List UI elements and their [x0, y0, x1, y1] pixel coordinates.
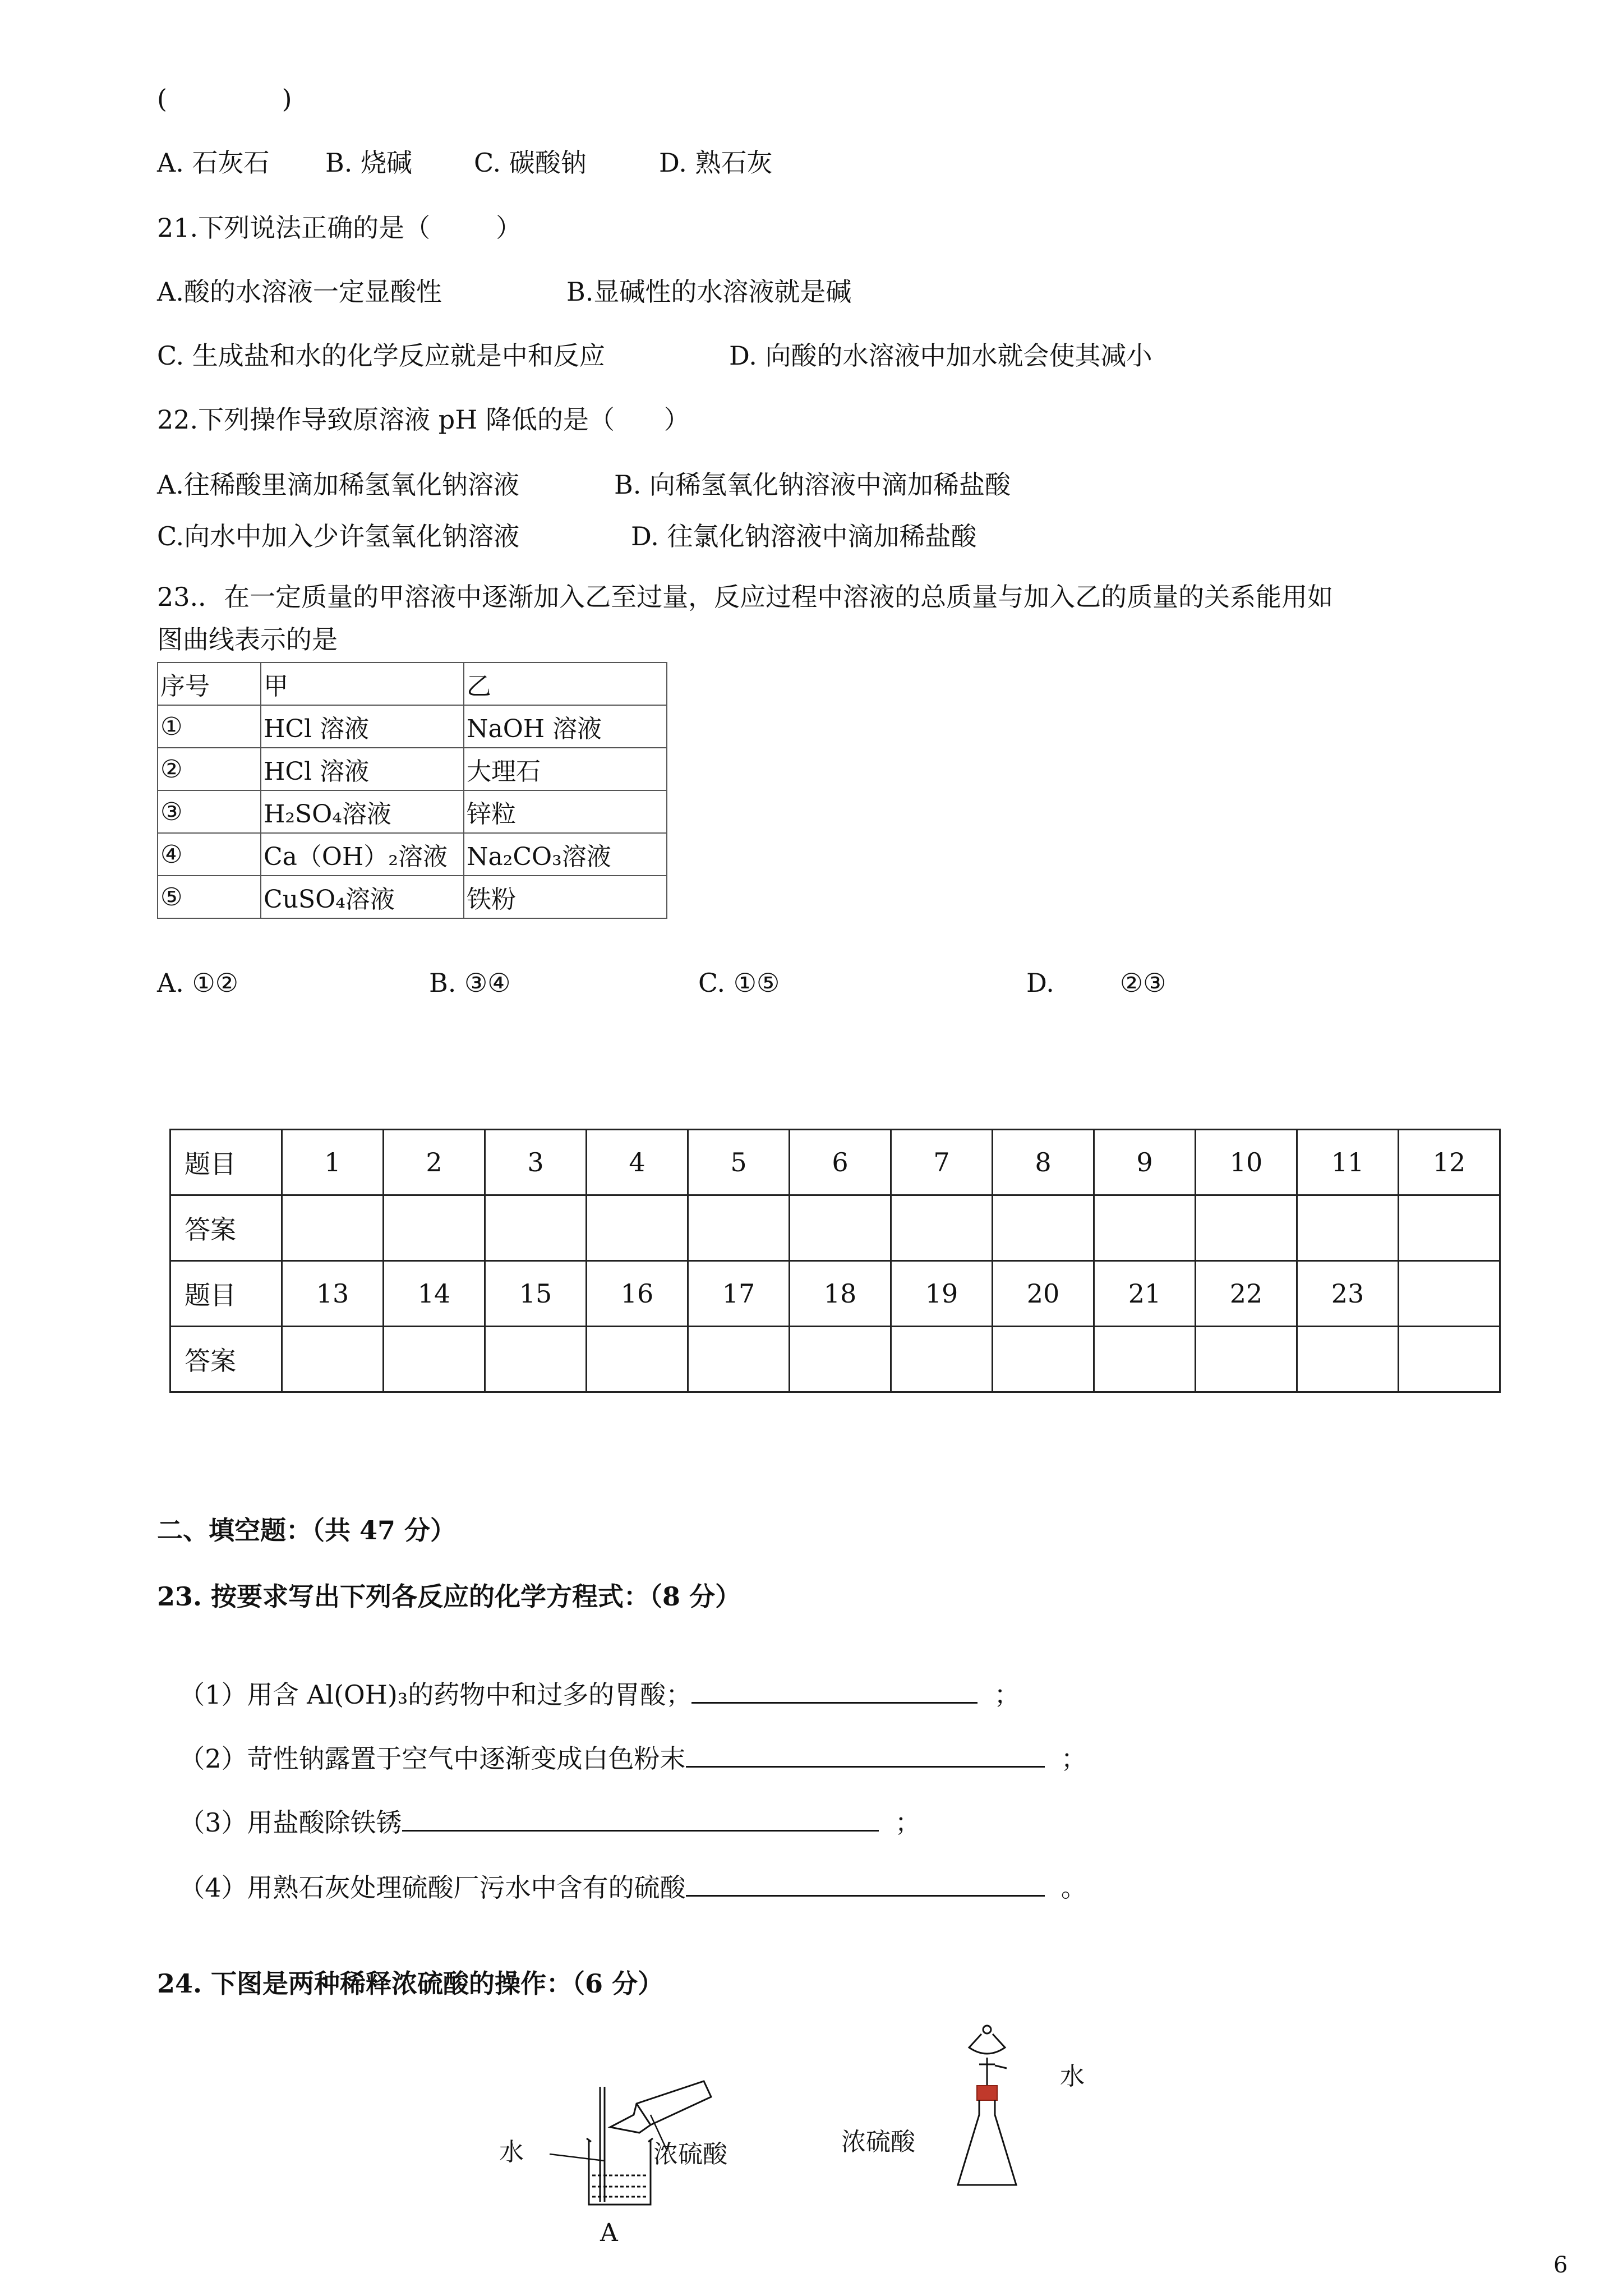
- table-cell: 8: [993, 1130, 1094, 1195]
- table-cell: 21: [1094, 1261, 1196, 1327]
- table-cell: HCl 溶液: [261, 705, 464, 748]
- q22-option-b: B. 向稀氢氧化钠溶液中滴加稀盐酸: [614, 470, 1011, 500]
- table-cell: 17: [688, 1261, 790, 1327]
- q23-item-2-end: ；: [1061, 1743, 1087, 1774]
- q21-stem: 21.下列说法正确的是（ ）: [157, 213, 522, 243]
- answer-blank[interactable]: [402, 1805, 879, 1832]
- q24-stem: 24. 下图是两种稀释浓硫酸的操作：（6 分）: [157, 1968, 664, 1999]
- table-header-cell: 乙: [464, 662, 667, 705]
- answer-cell[interactable]: [1196, 1327, 1297, 1392]
- q21-option-a: A.酸的水溶液一定显酸性: [157, 277, 442, 307]
- q23-item-4-end: 。: [1061, 1872, 1087, 1903]
- figure-a-water-label: 水: [499, 2138, 524, 2166]
- q21-option-c: C. 生成盐和水的化学反应就是中和反应: [157, 341, 605, 371]
- table-row: [170, 1130, 1500, 1195]
- figure-b-acid-label: 浓硫酸: [841, 2128, 915, 2156]
- table-cell-label: 题目: [170, 1261, 282, 1327]
- table-cell: [1399, 1261, 1500, 1327]
- table-cell: ⑤: [158, 876, 261, 918]
- answer-blank[interactable]: [686, 1741, 1045, 1768]
- q23-stem-line2: 图曲线表示的是: [157, 624, 338, 655]
- table-row: [158, 876, 667, 918]
- q23-option-d: D. ②③: [1026, 968, 1166, 998]
- figure-a-label: A: [600, 2219, 618, 2247]
- answer-cell[interactable]: [384, 1195, 485, 1261]
- answer-cell[interactable]: [1297, 1327, 1399, 1392]
- q21-option-d: D. 向酸的水溶液中加水就会使其减小: [729, 341, 1152, 371]
- table-row: [170, 1195, 1500, 1261]
- table-cell: 20: [993, 1261, 1094, 1327]
- table-cell: CuSO₄溶液: [261, 876, 464, 918]
- table-cell: 7: [891, 1130, 993, 1195]
- answer-blank[interactable]: [691, 1677, 978, 1704]
- table-cell: ①: [158, 705, 261, 748]
- answer-cell[interactable]: [485, 1327, 587, 1392]
- table-cell: 11: [1297, 1130, 1399, 1195]
- figure-b-flask: [958, 2100, 1016, 2185]
- q21-option-b: B.显碱性的水溶液就是碱: [566, 277, 852, 307]
- table-cell: ③: [158, 790, 261, 833]
- page-number: 6: [1553, 2252, 1568, 2278]
- answer-cell[interactable]: [891, 1195, 993, 1261]
- q22-option-c: C.向水中加入少许氢氧化钠溶液: [157, 521, 520, 551]
- q23-item-4: [163, 1839, 1087, 1903]
- answer-cell[interactable]: [587, 1195, 688, 1261]
- figure-b-funnel: [969, 2026, 1007, 2087]
- table-cell-label: 答案: [170, 1327, 282, 1392]
- answer-cell[interactable]: [587, 1327, 688, 1392]
- q23-item-1-text: （1）用含 Al(OH)₃的药物中和过多的胃酸；: [179, 1680, 692, 1710]
- table-cell: 大理石: [464, 748, 667, 790]
- table-row: [158, 705, 667, 748]
- q23-option-c: C. ①⑤: [698, 968, 780, 998]
- table-cell: 22: [1196, 1261, 1297, 1327]
- table-cell: ④: [158, 833, 261, 876]
- table-row: [158, 748, 667, 790]
- table-cell: 4: [587, 1130, 688, 1195]
- q23-stem-line1: 23.．在一定质量的甲溶液中逐渐加入乙至过量，反应过程中溶液的总质量与加入乙的质量的关系能用如: [157, 582, 1334, 612]
- table-cell: 16: [587, 1261, 688, 1327]
- table-header-row: [158, 662, 667, 705]
- answer-cell[interactable]: [485, 1195, 587, 1261]
- table-cell: 14: [384, 1261, 485, 1327]
- table-cell: Ca（OH）₂溶液: [261, 833, 464, 876]
- figure-a-beaker: [587, 2138, 653, 2205]
- answer-cell[interactable]: [891, 1327, 993, 1392]
- answer-cell[interactable]: [282, 1327, 384, 1392]
- answer-cell[interactable]: [1399, 1327, 1500, 1392]
- table-cell: 1: [282, 1130, 384, 1195]
- table-row: [170, 1261, 1500, 1327]
- table-cell: 2: [384, 1130, 485, 1195]
- reagent-table: [157, 662, 667, 919]
- q23-fill-stem: 23. 按要求写出下列各反应的化学方程式：（8 分）: [157, 1581, 741, 1612]
- table-cell: 10: [1196, 1130, 1297, 1195]
- q20-option-b: B. 烧碱: [325, 148, 413, 178]
- table-cell-label: 答案: [170, 1195, 282, 1261]
- answer-cell[interactable]: [1094, 1327, 1196, 1392]
- q23-item-3-end: ；: [895, 1807, 921, 1838]
- table-row: [158, 833, 667, 876]
- table-cell: 锌粒: [464, 790, 667, 833]
- figure-a-reagent-bottle: [610, 2081, 711, 2133]
- q23-item-3: [163, 1774, 921, 1838]
- q22-option-a: A.往稀酸里滴加稀氢氧化钠溶液: [157, 470, 519, 500]
- table-cell: 12: [1399, 1130, 1500, 1195]
- q20-option-a: A. 石灰石: [157, 148, 270, 178]
- table-cell: 3: [485, 1130, 587, 1195]
- figure-b-water-label: 水: [1060, 2062, 1085, 2091]
- answer-cell[interactable]: [384, 1327, 485, 1392]
- answer-cell[interactable]: [688, 1195, 790, 1261]
- q23-item-4-text: （4）用熟石灰处理硫酸厂污水中含有的硫酸: [179, 1872, 686, 1903]
- table-cell: H₂SO₄溶液: [261, 790, 464, 833]
- table-cell: 9: [1094, 1130, 1196, 1195]
- table-row: [158, 790, 667, 833]
- table-cell: 15: [485, 1261, 587, 1327]
- q23-item-1-end: ；: [994, 1680, 1020, 1710]
- table-cell: 19: [891, 1261, 993, 1327]
- answer-cell[interactable]: [1094, 1195, 1196, 1261]
- answer-cell[interactable]: [1196, 1195, 1297, 1261]
- table-cell: NaOH 溶液: [464, 705, 667, 748]
- table-cell: 6: [790, 1130, 891, 1195]
- answer-cell[interactable]: [790, 1327, 891, 1392]
- q22-option-d: D. 往氯化钠溶液中滴加稀盐酸: [631, 521, 977, 551]
- table-header-cell: 序号: [158, 662, 261, 705]
- figure-b-stopper: [977, 2086, 997, 2100]
- answer-sheet-table: [169, 1129, 1501, 1393]
- figure-a-glass-rod: [600, 2087, 605, 2202]
- q20-option-c: C. 碳酸钠: [474, 148, 587, 178]
- q23-item-2-text: （2）苛性钠露置于空气中逐渐变成白色粉末: [179, 1743, 686, 1774]
- figure-a-acid-label: 浓硫酸: [653, 2140, 727, 2169]
- q23-item-1: [163, 1646, 1020, 1710]
- table-cell: ②: [158, 748, 261, 790]
- table-cell: Na₂CO₃溶液: [464, 833, 667, 876]
- table-cell: 18: [790, 1261, 891, 1327]
- dilution-figure: [482, 1997, 1155, 2277]
- q23-option-a: A. ①②: [157, 968, 238, 998]
- table-cell-label: 题目: [170, 1130, 282, 1195]
- section2-title: 二、填空题：（共 47 分）: [157, 1515, 457, 1545]
- table-cell: HCl 溶液: [261, 748, 464, 790]
- q22-stem: 22.下列操作导致原溶液 pH 降低的是（ ）: [157, 404, 690, 435]
- table-cell: 铁粉: [464, 876, 667, 918]
- q23-item-2: [163, 1710, 1087, 1774]
- answer-cell[interactable]: [993, 1195, 1094, 1261]
- answer-blank[interactable]: [686, 1870, 1045, 1897]
- table-cell: 5: [688, 1130, 790, 1195]
- table-header-cell: 甲: [261, 662, 464, 705]
- answer-cell[interactable]: [790, 1195, 891, 1261]
- table-row: [170, 1327, 1500, 1392]
- table-cell: 23: [1297, 1261, 1399, 1327]
- answer-cell[interactable]: [688, 1327, 790, 1392]
- table-cell: 13: [282, 1261, 384, 1327]
- answer-cell[interactable]: [282, 1195, 384, 1261]
- q20-paren: ( ): [157, 84, 292, 114]
- q20-option-d: D. 熟石灰: [659, 148, 773, 178]
- q23-item-3-text: （3）用盐酸除铁锈: [179, 1807, 402, 1838]
- answer-cell[interactable]: [1297, 1195, 1399, 1261]
- answer-cell[interactable]: [993, 1327, 1094, 1392]
- answer-cell[interactable]: [1399, 1195, 1500, 1261]
- q23-option-b: B. ③④: [429, 968, 511, 998]
